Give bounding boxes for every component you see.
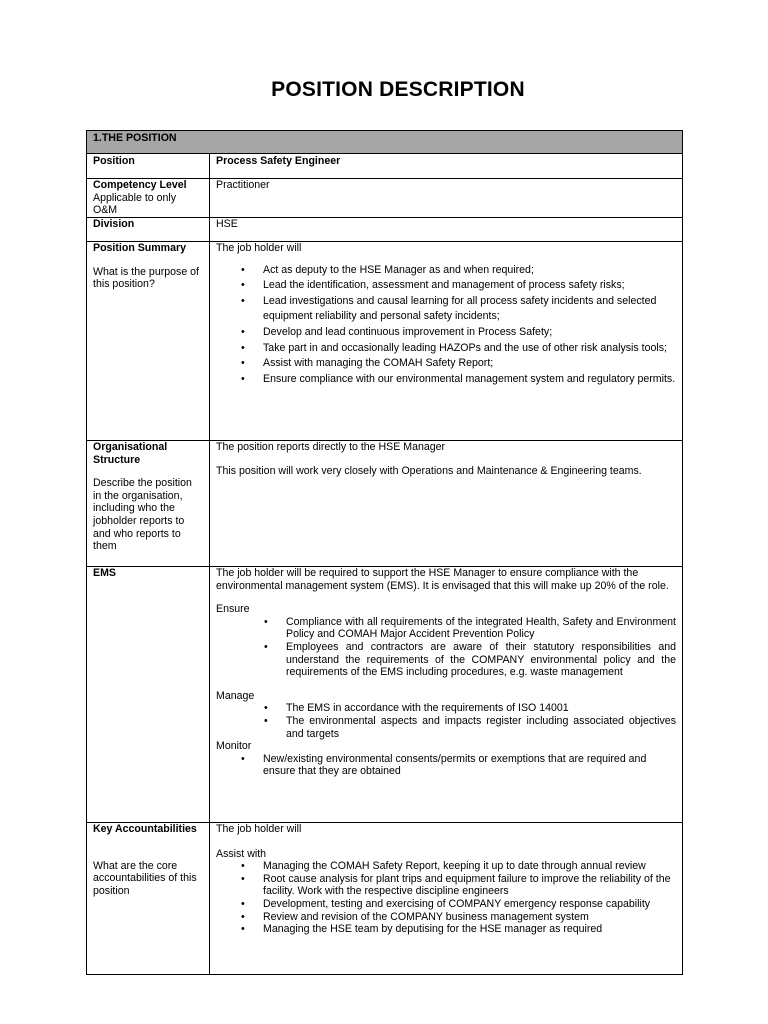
list-item: • The environmental aspects and impacts register including associated objectives and targets	[286, 715, 676, 740]
ems-manage-label: Manage	[216, 689, 255, 702]
ems-ensure-list	[216, 616, 676, 679]
list-item: • New/existing environmental consents/permits or exemptions that are required and ensure that they are obtained	[263, 753, 676, 778]
org-line-1: The position reports directly to the HSE Manager	[216, 441, 446, 453]
list-item: • Take part in and occasionally leading HAZOPs and the use of other risk analysis tools;	[263, 341, 676, 357]
org-row	[87, 441, 683, 567]
position-row	[87, 154, 683, 179]
list-item: • Lead the identification, assessment and management of process safety risks;	[263, 278, 676, 294]
org-question: Describe the position in the organisation, including who the jobholder reports to and who reports to them	[93, 477, 192, 553]
ems-manage-list	[216, 702, 676, 740]
division-value: HSE	[210, 218, 683, 242]
list-item: • Review and revision of the COMPANY business management system	[263, 911, 676, 924]
org-line-2: This position will work very closely with Operations and Maintenance & Engineering teams.	[216, 464, 642, 477]
ems-row	[87, 567, 683, 823]
ems-intro: The job holder will be required to support the HSE Manager to ensure compliance with the environmental management system (EMS). It is envisaged that this will make up 20% of the role.	[216, 567, 669, 592]
key-list	[216, 860, 676, 936]
key-row	[87, 823, 683, 975]
section-header-row	[87, 131, 683, 154]
ems-ensure-label: Ensure	[216, 603, 250, 616]
position-value: Process Safety Engineer	[210, 154, 683, 179]
competency-value: Practitioner	[210, 179, 683, 218]
list-item: • Development, testing and exercising of COMPANY emergency response capability	[263, 898, 676, 911]
list-item: • Ensure compliance with our environmental management system and regulatory permits.	[263, 372, 676, 388]
list-item: • Lead investigations and causal learning for all process safety incidents and selected equipment reliability and personal safety incidents;	[263, 294, 676, 325]
section-title: 1.THE POSITION	[87, 131, 683, 154]
document-title: POSITION DESCRIPTION	[271, 78, 525, 101]
competency-row	[87, 179, 683, 218]
competency-note: Applicable to only O&M	[93, 191, 177, 217]
ems-monitor-label: Monitor	[216, 740, 252, 753]
summary-row	[87, 242, 683, 441]
key-question: What are the core accountabilities of this position	[93, 859, 197, 897]
summary-question: What is the purpose of this position?	[93, 265, 199, 291]
key-assist-label: Assist with	[216, 847, 267, 860]
ems-label: EMS	[87, 567, 210, 823]
list-item: • Assist with managing the COMAH Safety Report;	[263, 356, 676, 372]
list-item: • Managing the COMAH Safety Report, keeping it up to date through annual review	[263, 860, 676, 873]
list-item: • The EMS in accordance with the requirements of ISO 14001	[286, 702, 676, 715]
division-label: Division	[87, 218, 210, 242]
division-row	[87, 218, 683, 242]
summary-label: Position Summary	[93, 242, 187, 254]
summary-list	[216, 263, 676, 388]
position-label: Position	[87, 154, 210, 179]
org-label: Organisational Structure	[93, 441, 168, 466]
list-item: • Act as deputy to the HSE Manager as and when required;	[263, 263, 676, 279]
key-label: Key Accountabilities	[93, 823, 197, 835]
position-table	[86, 130, 683, 975]
list-item: • Develop and lead continuous improvement in Process Safety;	[263, 325, 676, 341]
list-item: • Employees and contractors are aware of their statutory responsibilities and understand the requirements of the COMPANY environmental policy and the requirements of the EMS including procedures, e.g. waste management	[286, 641, 676, 679]
list-item: • Managing the HSE team by deputising for the HSE manager as required	[263, 923, 676, 936]
competency-label: Competency Level	[93, 179, 187, 191]
ems-monitor-list	[216, 753, 676, 778]
list-item: • Root cause analysis for plant trips and equipment failure to improve the reliability of the facility. Work with the respective discipline engineers	[263, 873, 676, 898]
summary-intro: The job holder will	[216, 242, 302, 254]
key-intro: The job holder will	[216, 823, 302, 835]
list-item: • Compliance with all requirements of the integrated Health, Safety and Environment Policy and COMAH Major Accident Prevention Policy	[286, 616, 676, 641]
